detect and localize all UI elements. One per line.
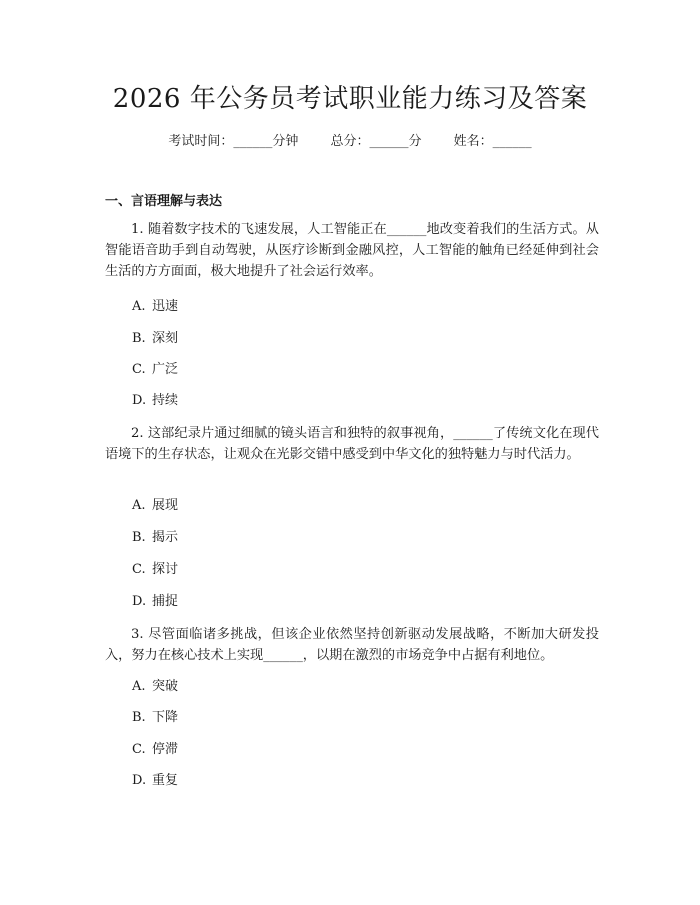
option-letter: B. xyxy=(132,331,146,346)
name-field: 姓名：______ xyxy=(453,134,532,149)
option-text: 捕捉 xyxy=(152,594,179,609)
question-2-option-c xyxy=(132,561,178,579)
option-text: 深刻 xyxy=(152,331,179,346)
exam-meta xyxy=(0,133,700,151)
option-letter: B. xyxy=(132,710,146,725)
question-2-option-a xyxy=(132,497,178,515)
option-text: 广泛 xyxy=(152,362,179,377)
option-letter: A. xyxy=(132,679,146,694)
question-1-option-c xyxy=(132,361,178,379)
question-3-stem: 3. 尽管面临诸多挑战，但该企业依然坚持创新驱动发展战略，不断加大研发投入，努力在核心技术上实现______，以期在激烈的市场竞争中占据有利地位。 xyxy=(105,627,599,663)
option-letter: A. xyxy=(132,299,146,314)
question-3-option-b xyxy=(132,709,178,727)
section-heading: 一、言语理解与表达 xyxy=(105,194,223,209)
option-letter: A. xyxy=(132,498,146,513)
option-letter: D. xyxy=(132,594,147,609)
question-1-stem: 1. 随着数字技术的飞速发展，人工智能正在______地改变着我们的生活方式。从智能语音助手到自动驾驶，从医疗诊断到金融风控，人工智能的触角已经延伸到社会生活的方方面面，极大地提升了社会运行效率。 xyxy=(105,222,599,279)
option-text: 重复 xyxy=(152,773,179,788)
option-letter: D. xyxy=(132,393,147,408)
option-text: 突破 xyxy=(152,679,179,694)
option-text: 探讨 xyxy=(152,562,179,577)
document-title: 2026 年公务员考试职业能力练习及答案 xyxy=(112,84,588,114)
option-letter: B. xyxy=(132,530,146,545)
option-text: 迅速 xyxy=(152,299,179,314)
question-3-option-c xyxy=(132,741,178,759)
question-2-option-b xyxy=(132,529,178,547)
question-3-option-d xyxy=(132,772,178,790)
option-letter: C. xyxy=(132,742,146,757)
question-1-option-b xyxy=(132,330,178,348)
total-score-field: 总分：______分 xyxy=(330,134,422,149)
option-text: 展现 xyxy=(152,498,179,513)
option-letter: C. xyxy=(132,562,146,577)
option-letter: C. xyxy=(132,362,146,377)
option-letter: D. xyxy=(132,773,147,788)
exam-time-field: 考试时间：______分钟 xyxy=(168,134,299,149)
option-text: 持续 xyxy=(152,393,179,408)
question-1-option-a xyxy=(132,298,178,316)
option-text: 停滞 xyxy=(152,742,179,757)
question-1-option-d xyxy=(132,392,178,410)
question-2-stem: 2. 这部纪录片通过细腻的镜头语言和独特的叙事视角，______了传统文化在现代语境下的生存状态，让观众在光影交错中感受到中华文化的独特魅力与时代活力。 xyxy=(105,426,599,462)
question-2-option-d xyxy=(132,593,178,611)
option-text: 下降 xyxy=(152,710,179,725)
option-text: 揭示 xyxy=(152,530,179,545)
question-3-option-a xyxy=(132,678,178,696)
